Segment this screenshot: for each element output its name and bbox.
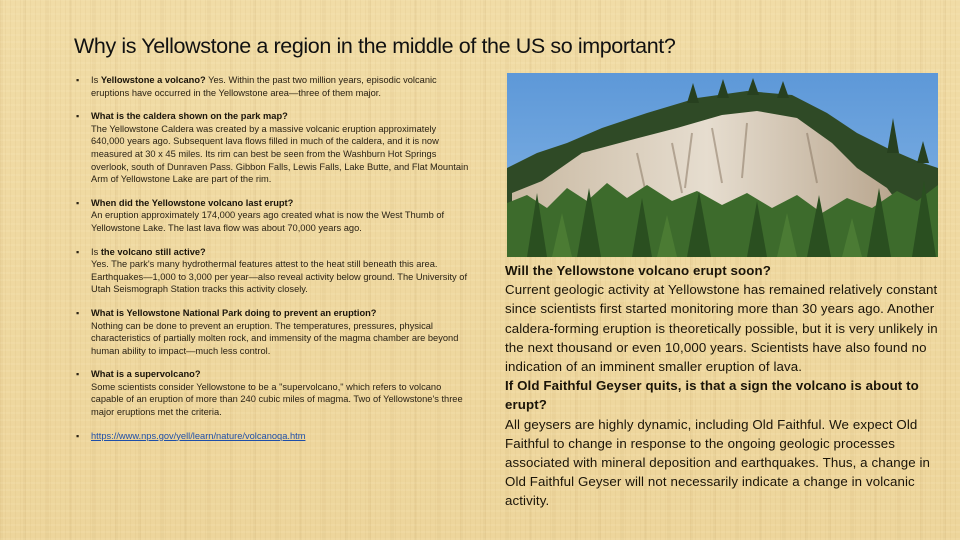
faq-item-prevent-eruption <box>76 307 471 357</box>
faq-answer: Nothing can be done to prevent an eruption. The temperatures, pressures, physical characteristics of partially molten rock, and immensity of the magma chamber are beyond human ability to impact—much less control. <box>91 320 459 356</box>
bullet-icon: ▪ <box>76 75 80 85</box>
bullet-icon: ▪ <box>76 197 80 208</box>
faq-question-prefix: Is <box>91 246 101 257</box>
faq-answer-erupt-soon: Current geologic activity at Yellowstone has remained relatively constant since scientists first started monitoring more than 30 years ago. Another caldera-forming eruption is theoretically possible, but it is very unlikely in the next thousand or even 10,000 years. Scientists have also found no indication of an imminent smaller eruption of lava. <box>505 282 938 375</box>
faq-bullet-list <box>76 74 471 442</box>
slide-title: Why is Yellowstone a region in the middle of the US so important? <box>74 34 676 58</box>
faq-question: the volcano still active? <box>100 246 206 257</box>
faq-item-caldera <box>76 110 471 186</box>
faq-answer: Yes. The park's many hydrothermal features attest to the heat still beneath this area. Earthquakes—1,000 to 3,000 per year—also reveal activity below ground. The University of Utah Seismograph Station tracks this activity closely. <box>91 259 468 295</box>
faq-answer: Some scientists consider Yellowstone to be a "supervolcano," which refers to volcano capable of an eruption of more than 240 cubic miles of magma. Two of Yellowstone's three major eruptions met the criteria. <box>91 381 463 418</box>
faq-item-last-erupt <box>76 197 471 235</box>
bullet-icon: ▪ <box>76 246 80 257</box>
faq-item-source-link <box>76 430 471 443</box>
faq-answer: Yes. Within the past two million years, episodic volcanic eruptions have occurred in the Yellowstone area—three of them major. <box>91 75 437 98</box>
cliff-landscape-image <box>507 73 938 257</box>
nps-volcano-faq-link[interactable]: https://www.nps.gov/yell/learn/nature/volcanoqa.htm <box>91 430 306 441</box>
faq-answer-old-faithful: All geysers are highly dynamic, including Old Faithful. We expect Old Faithful to change in response to the ongoing geologic processes associated with mineral deposition and earthquakes. Thus, a change in Old Faithful Geyser will not necessarily indicate a change in volcanic activity. <box>505 416 931 509</box>
bullet-icon: ▪ <box>76 307 80 318</box>
faq-question: When did the Yellowstone volcano last erupt? <box>91 197 294 208</box>
bullet-icon: ▪ <box>76 369 80 380</box>
faq-answer: The Yellowstone Caldera was created by a massive volcanic eruption approximately 640,000 years ago. Subsequent lava flows filled in much of the caldera, and it is now measured at 30 x 45 miles. Its rim can best be seen from the Washburn Hot Springs overlook, south of Dunraven Pass. Gibbon Falls, Lewis Falls, Lake Butte, and Flat Mountain Arm of Yellowstone Lake are part of the rim. <box>91 123 469 185</box>
bullet-icon: ▪ <box>76 430 80 441</box>
bullet-icon: ▪ <box>76 111 80 122</box>
faq-question: Yellowstone a volcano? <box>100 75 206 85</box>
faq-question: What is the caldera shown on the park map? <box>91 111 288 122</box>
faq-question: What is a supervolcano? <box>91 369 201 380</box>
faq-question-old-faithful: If Old Faithful Geyser quits, is that a sign the volcano is about to erupt? <box>505 378 919 413</box>
yellowstone-cliff-photo <box>507 73 938 257</box>
faq-item-is-volcano <box>76 74 471 99</box>
right-faq-block <box>505 261 945 511</box>
faq-question: What is Yellowstone National Park doing to prevent an eruption? <box>91 307 377 318</box>
faq-question-prefix: Is <box>91 75 101 85</box>
faq-question-erupt-soon: Will the Yellowstone volcano erupt soon? <box>505 263 771 278</box>
faq-answer: An eruption approximately 174,000 years ago created what is now the West Thumb of Yellowstone Lake. The last lava flow was about 70,000 years ago. <box>91 210 445 233</box>
faq-item-still-active <box>76 246 471 296</box>
faq-item-supervolcano <box>76 368 471 418</box>
